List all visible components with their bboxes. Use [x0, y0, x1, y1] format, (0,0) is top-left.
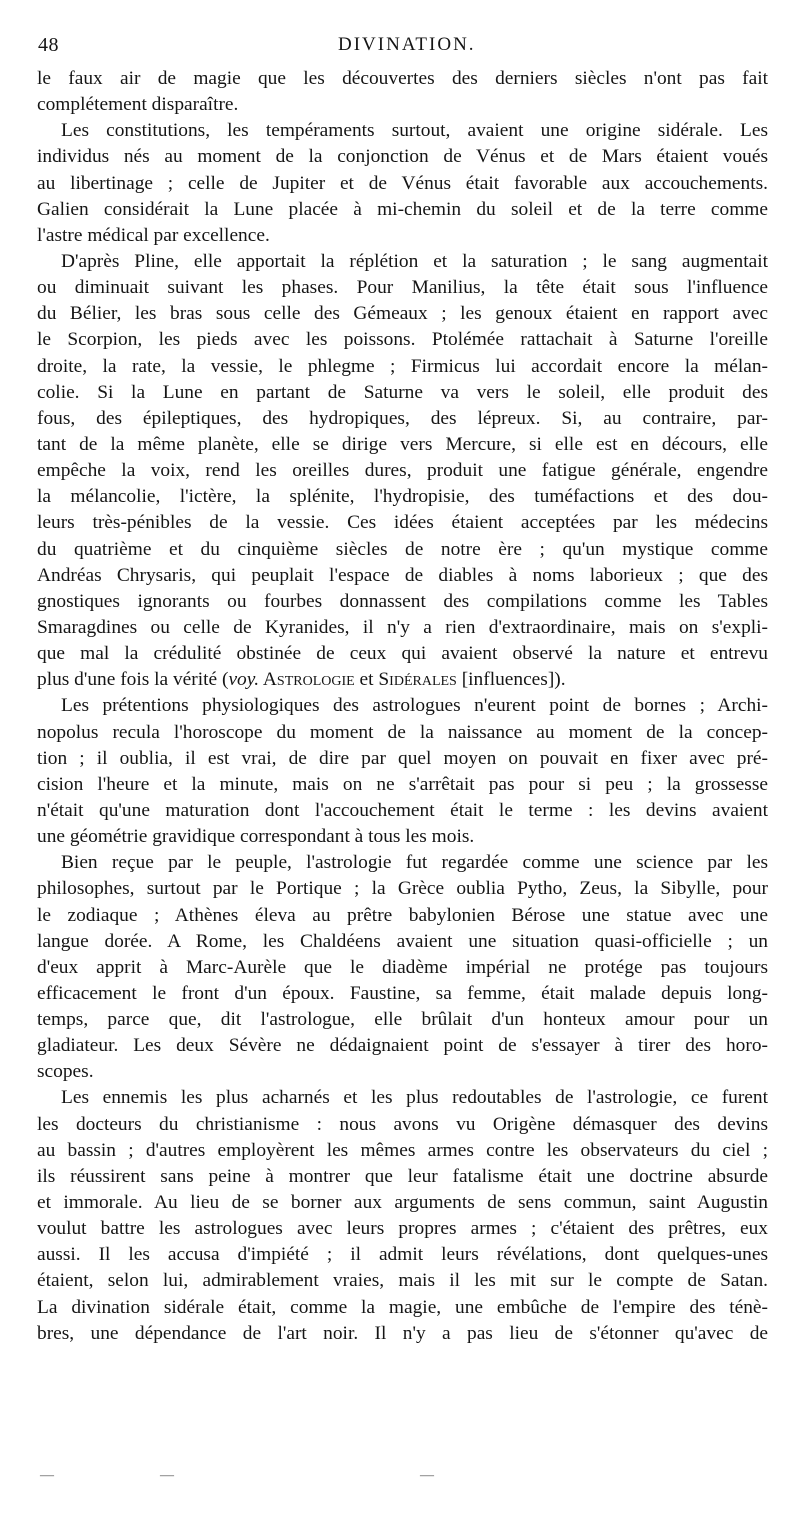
text-line: une géométrie gravidique correspondant à tous les mois.: [37, 826, 475, 848]
text-line: Les prétentions physiologiques des astrologues n'eurent point de bornes ; Archi-: [61, 695, 768, 717]
text-line: fous, des épileptiques, des hydropiques, des lépreux. Si, au contraire, par-: [37, 407, 768, 429]
footer-scan-marks: [40, 1468, 440, 1483]
paragraph-3: [37, 249, 768, 693]
paragraph-2: [37, 118, 768, 249]
text-line: du quatrième et du cinquième siècles de notre ère ; qu'un mystique comme: [37, 538, 768, 560]
paragraph-4: [37, 693, 768, 850]
text-line: philosophes, surtout par le Portique ; la Grèce oublia Pytho, Zeus, la Sibylle, pour: [37, 878, 768, 900]
paragraph-5: [37, 850, 768, 1085]
text-line: les docteurs du christianisme : nous avons vu Origène démasquer des devins: [37, 1113, 768, 1135]
text-fragment: [influences]).: [456, 669, 566, 691]
text-line: ils réussirent sans peine à montrer que leur fatalisme était une doctrine absurde: [37, 1165, 768, 1187]
text-line: gnostiques ignorants ou fourbes donnassent des compilations comme les Tables: [37, 590, 768, 612]
page-header: [38, 30, 766, 62]
text-line: droite, la rate, la vessie, le phlegme ; Firmicus lui accordait encore la mélan-: [37, 355, 768, 377]
text-line: Les ennemis les plus acharnés et les plus redoutables de l'astrologie, ce furent: [61, 1087, 768, 1109]
cross-reference-siderales: Sidérales: [378, 669, 457, 691]
text-line: voulut battre les astrologues avec leurs propres armes ; c'étaient des prêtres, eux: [37, 1218, 768, 1240]
text-line: bres, une dépendance de l'art noir. Il n'y a pas lieu de s'étonner qu'avec de: [37, 1322, 768, 1344]
text-fragment: plus d'une fois la vérité (: [37, 669, 229, 691]
text-line: tion ; il oublia, il est vrai, de dire par quel moyen on pouvait en fixer avec pré-: [37, 747, 768, 769]
text-line: au libertinage ; celle de Jupiter et de Vénus était favorable aux accouchements.: [37, 172, 768, 194]
text-line: colie. Si la Lune en partant de Saturne va vers le soleil, elle produit des: [37, 381, 768, 403]
italic-abbreviation: voy.: [228, 669, 260, 691]
text-line: Les constitutions, les tempéraments surtout, avaient une origine sidérale. Les: [61, 120, 768, 142]
paragraph-1: [37, 66, 768, 118]
text-line: n'était qu'une maturation dont l'accouchement était le terme : les devins avaient: [37, 799, 768, 821]
text-line: Andréas Chrysaris, qui peuplait l'espace de diables à noms laborieux ; que des: [37, 564, 768, 586]
text-line: leurs très-pénibles de la vessie. Ces idées étaient acceptées par les médecins: [37, 512, 768, 534]
text-fragment: et: [354, 669, 379, 691]
text-line: La divination sidérale était, comme la magie, une embûche de l'empire des ténè-: [37, 1296, 768, 1318]
text-line: d'eux apprit à Marc-Aurèle que le diadème impérial ne protége pas toujours: [37, 956, 768, 978]
footer-mark: —: [420, 1468, 434, 1483]
text-line: Galien considérait la Lune placée à mi-chemin du soleil et de la terre comme: [37, 198, 768, 220]
text-line: étaient, selon lui, admirablement vraies, mais il les mit sur le compte de Satan.: [37, 1270, 768, 1292]
text-line: le faux air de magie que les découvertes des derniers siècles n'ont pas fait: [37, 68, 768, 89]
body-text: [37, 66, 768, 1347]
running-title: DIVINATION.: [338, 34, 476, 55]
text-line: individus nés au moment de la conjonction de Vénus et de Mars étaient voués: [37, 146, 768, 168]
text-line: langue dorée. A Rome, les Chaldéens avaient une situation quasi-officielle ; un: [37, 930, 768, 952]
text-line: l'astre médical par excellence.: [37, 224, 270, 246]
text-line: Bien reçue par le peuple, l'astrologie fut regardée comme une science par les: [61, 852, 768, 874]
text-line: le zodiaque ; Athènes éleva au prêtre babylonien Bérose une statue avec une: [37, 904, 768, 926]
text-line-with-references: [37, 667, 768, 693]
text-line: nopolus recula l'horoscope du moment de la naissance au moment de la concep-: [37, 721, 768, 743]
text-line: que mal la crédulité obstinée de ceux qui avaient observé la nature et entrevu: [37, 643, 768, 665]
text-line: Smaragdines ou celle de Kyranides, il n'y a rien d'extraordinaire, mais on s'expli-: [37, 616, 768, 638]
text-line: du Bélier, les bras sous celle des Gémeaux ; les genoux étaient en rapport avec: [37, 303, 768, 325]
footer-mark: —: [40, 1468, 54, 1483]
text-line: cision l'heure et la minute, mais on ne s'arrêtait pas pour si peu ; la grossesse: [37, 773, 768, 795]
cross-reference-astrologie: Astrologie: [259, 669, 355, 691]
text-line: complétement disparaître.: [37, 94, 239, 116]
text-line: au bassin ; d'autres employèrent les mêmes armes contre les observateurs du ciel ;: [37, 1139, 768, 1161]
text-line: efficacement le front d'un époux. Faustine, sa femme, était malade depuis long-: [37, 982, 768, 1004]
footer-mark: —: [160, 1468, 174, 1483]
text-line: gladiateur. Les deux Sévère ne dédaignaient point de s'essayer à tirer des horo-: [37, 1035, 768, 1057]
text-line: le Scorpion, les pieds avec les poissons. Ptolémée rattachait à Saturne l'oreille: [37, 329, 768, 351]
text-line: empêche la voix, rend les oreilles dures, produit une fatigue générale, engendre: [37, 460, 768, 482]
text-line: et immorale. Au lieu de se borner aux arguments de sens commun, saint Augustin: [37, 1192, 768, 1214]
text-line: tant de la même planète, elle se dirige vers Mercure, si elle est en décours, elle: [37, 433, 768, 455]
text-line: temps, parce que, dit l'astrologue, elle brûlait d'un honteux amour pour un: [37, 1009, 768, 1031]
page-number: 48: [38, 34, 59, 56]
text-line: aussi. Il les accusa d'impiété ; il admit leurs révélations, dont quelques-unes: [37, 1244, 768, 1266]
text-line: ou diminuait suivant les phases. Pour Manilius, la tête était sous l'influence: [37, 277, 768, 299]
paragraph-6: [37, 1085, 768, 1346]
text-line: scopes.: [37, 1061, 94, 1083]
text-line: la mélancolie, l'ictère, la splénite, l'hydropisie, des tuméfactions et des dou-: [37, 486, 768, 508]
text-line: D'après Pline, elle apportait la réplétion et la saturation ; le sang augmentait: [61, 250, 768, 272]
